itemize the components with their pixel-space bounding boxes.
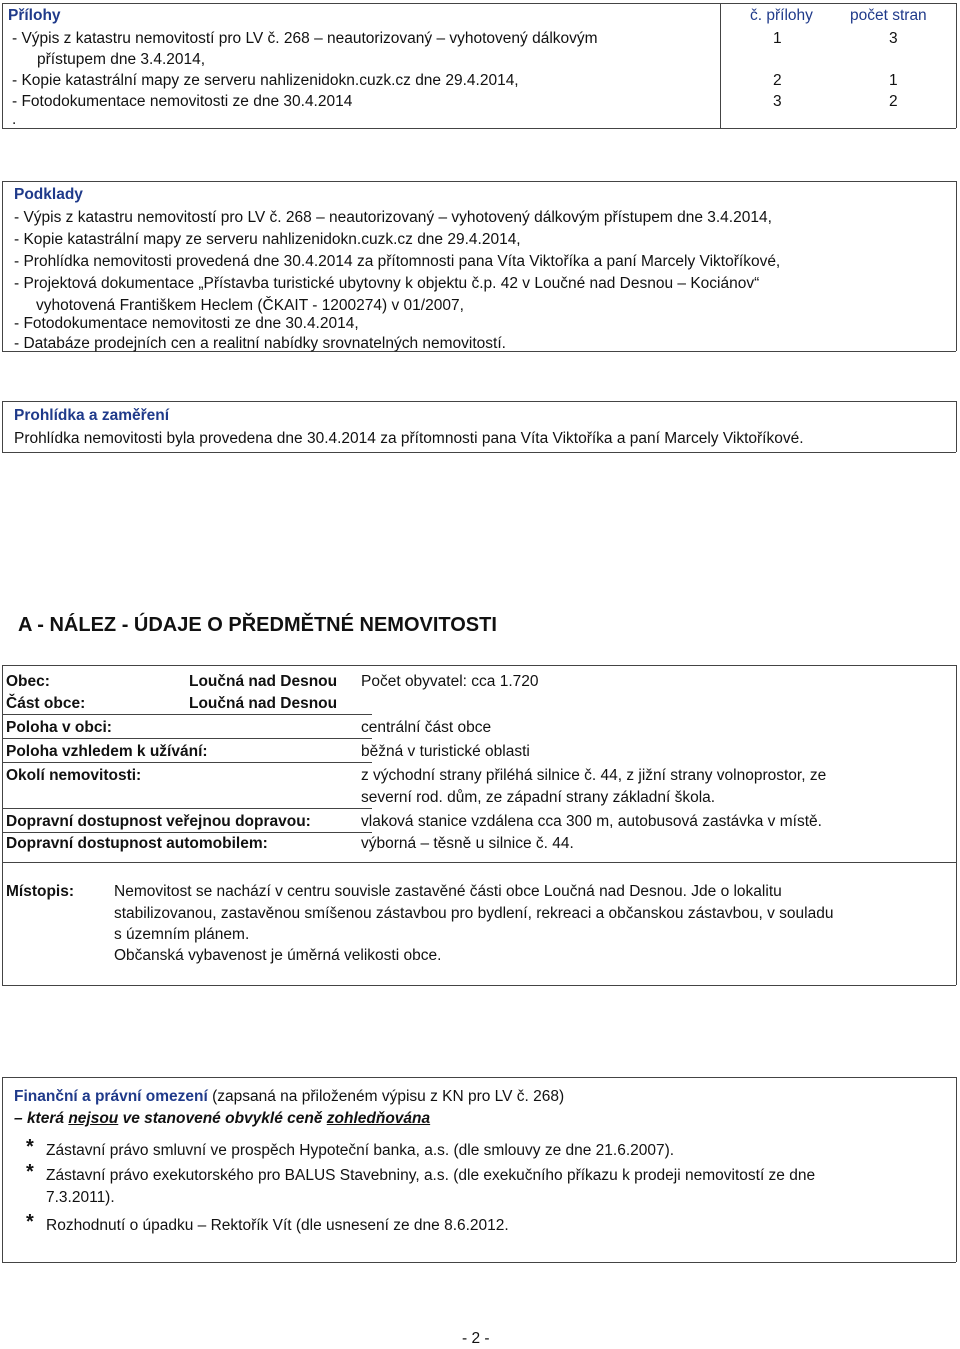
district-value: Loučná nad Desnou — [189, 695, 338, 712]
legal-subtitle-emphasis: zohledňována — [326, 1110, 431, 1127]
attachment-item-cont: přístupem dne 3.4.2014, — [37, 51, 206, 68]
surroundings-label: Okolí nemovitosti: — [6, 767, 142, 784]
legal-subtitle-emphasis: nejsou — [68, 1110, 119, 1127]
list-end-dot: . — [12, 111, 17, 128]
location-text: stabilizovanou, zastavěnou smíšenou zástavbou pro bydlení, rekreaci a občanskou zástavbou, v souladu — [114, 905, 834, 922]
location-text: Občanská vybavenost je úměrná velikosti obce. — [114, 947, 442, 964]
location-label: Místopis: — [6, 883, 75, 900]
divider — [956, 665, 957, 985]
usage-label: Poloha vzhledem k užívání: — [6, 743, 208, 760]
attachment-item: - Výpis z katastru nemovitostí pro LV č. 268 – neautorizovaný – vyhotovený dálkovým — [12, 30, 598, 47]
divider — [956, 181, 957, 351]
district-label: Část obce: — [6, 695, 86, 712]
legal-subtitle-part: která — [26, 1110, 64, 1127]
divider — [956, 401, 957, 452]
public-transport-label: Dopravní dostupnost veřejnou dopravou: — [6, 813, 311, 830]
surroundings-value: z východní strany přiléhá silnice č. 44, z jižní strany volnoprostor, ze — [361, 767, 827, 784]
divider — [2, 985, 956, 986]
page-count-header: počet stran — [850, 7, 927, 24]
divider — [2, 401, 3, 452]
divider — [2, 181, 3, 351]
divider — [2, 862, 956, 863]
position-value: centrální část obce — [361, 719, 492, 736]
source-item: - Databáze prodejních cen a realitní nabídky srovnatelných nemovitostí. — [14, 335, 506, 352]
divider — [2, 128, 956, 129]
bullet-asterisk: * — [26, 1211, 34, 1233]
public-transport-value: vlaková stanice vzdálena cca 300 m, autobusová zastávka v místě. — [361, 813, 822, 830]
inspection-text: Prohlídka nemovitosti byla provedena dne 30.4.2014 za přítomnosti pana Víta Viktoříka a paní Marcely Viktoříkové. — [14, 430, 804, 447]
bullet-asterisk: * — [26, 1161, 34, 1183]
divider — [2, 714, 372, 715]
legal-subtitle — [14, 1108, 430, 1129]
attachment-number: 3 — [773, 93, 782, 110]
usage-value: běžná v turistické oblasti — [361, 743, 530, 760]
encumbrance-item: Rozhodnutí o úpadku – Rektořík Vít (dle usnesení ze dne 8.6.2012. — [46, 1217, 509, 1234]
divider — [2, 1077, 956, 1078]
attachments-title: Přílohy — [8, 7, 61, 24]
divider — [2, 738, 372, 739]
divider — [2, 1077, 3, 1262]
divider — [2, 3, 956, 4]
sources-title: Podklady — [14, 186, 83, 203]
encumbrance-item: Zástavní právo smluvní ve prospěch Hypoteční banka, a.s. (dle smlouvy ze dne 21.6.2007). — [46, 1142, 675, 1159]
attachment-item: - Kopie katastrální mapy ze serveru nahlizenidokn.cuzk.cz dne 29.4.2014, — [12, 72, 519, 89]
attachment-number: 1 — [773, 30, 782, 47]
divider — [2, 181, 956, 182]
divider — [720, 3, 721, 128]
legal-title: Finanční a právní omezení — [14, 1088, 208, 1105]
attachment-number-header: č. přílohy — [750, 7, 813, 24]
car-access-value: výborná – těsně u silnice č. 44. — [361, 835, 574, 852]
divider — [2, 762, 372, 763]
source-item: - Projektová dokumentace „Přístavba turistické ubytovny k objektu č.p. 42 v Loučné nad Desnou – Kociánov“ — [14, 275, 760, 292]
attachment-pages: 3 — [889, 30, 898, 47]
car-access-label: Dopravní dostupnost automobilem: — [6, 835, 268, 852]
section-a-title: A - NÁLEZ - ÚDAJE O PŘEDMĚTNÉ NEMOVITOSTI — [18, 614, 497, 636]
source-item-cont: vyhotovená Františkem Heclem (ČKAIT - 1200274) v 01/2007, — [36, 297, 464, 314]
divider — [2, 1262, 956, 1263]
legal-subtitle-dash: – — [14, 1110, 23, 1127]
attachment-number: 2 — [773, 72, 782, 89]
source-item: - Prohlídka nemovitosti provedená dne 30.4.2014 za přítomnosti pana Víta Viktoříka a paní Marcely Viktoříkové, — [14, 253, 781, 270]
legal-title-row — [14, 1086, 564, 1107]
divider — [956, 3, 957, 128]
divider — [956, 1077, 957, 1262]
bullet-asterisk: * — [26, 1136, 34, 1158]
location-text: s územním plánem. — [114, 926, 250, 943]
source-item: - Fotodokumentace nemovitosti ze dne 30.4.2014, — [14, 315, 359, 332]
attachment-pages: 2 — [889, 93, 898, 110]
source-item: - Kopie katastrální mapy ze serveru nahlizenidokn.cuzk.cz dne 29.4.2014, — [14, 231, 521, 248]
surroundings-value-cont: severní rod. dům, ze západní strany základní škola. — [361, 789, 716, 806]
source-item: - Výpis z katastru nemovitostí pro LV č. 268 – neautorizovaný – vyhotovený dálkovým přístupem dne 3.4.2014, — [14, 209, 772, 226]
divider — [2, 452, 956, 453]
position-label: Poloha v obci: — [6, 719, 112, 736]
page-number: - 2 - — [462, 1330, 490, 1347]
attachment-item: - Fotodokumentace nemovitosti ze dne 30.4.2014 — [12, 93, 353, 110]
divider — [2, 665, 956, 666]
inspection-title: Prohlídka a zaměření — [14, 407, 170, 424]
municipality-value: Loučná nad Desnou — [189, 673, 338, 690]
encumbrance-item: Zástavní právo exekutorského pro BALUS Stavebniny, a.s. (dle exekučního příkazu k prodeji nemovitostí ze dne — [46, 1167, 816, 1184]
location-text: Nemovitost se nachází v centru souvisle zastavěné části obce Loučná nad Desnou. Jde o lokalitu — [114, 883, 782, 900]
divider — [2, 3, 3, 128]
legal-title-note: (zapsaná na přiloženém výpisu z KN pro LV č. 268) — [207, 1088, 565, 1105]
divider — [2, 401, 956, 402]
legal-subtitle-part: ve stanovené obvyklé ceně — [122, 1110, 323, 1127]
attachment-pages: 1 — [889, 72, 898, 89]
divider — [2, 665, 3, 985]
divider — [2, 808, 372, 809]
population: Počet obyvatel: cca 1.720 — [361, 673, 539, 690]
municipality-label: Obec: — [6, 673, 50, 690]
encumbrance-item-cont: 7.3.2011). — [46, 1189, 115, 1206]
